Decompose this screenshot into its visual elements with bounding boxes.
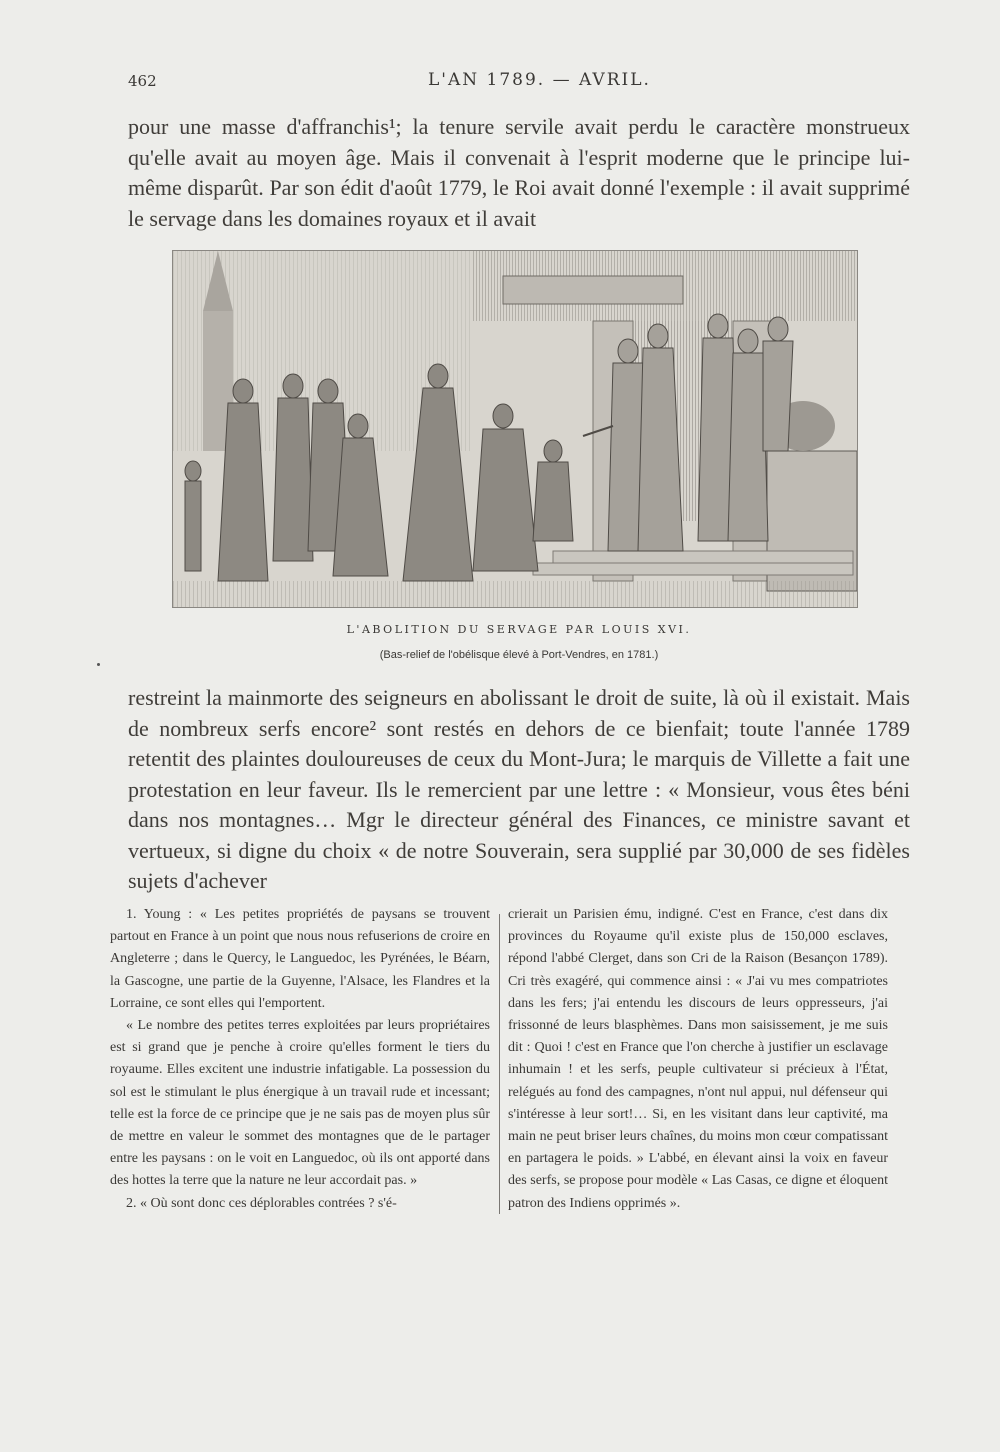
footnote-2: 2. « Où sont donc ces déplorables contrées ? s'é- xyxy=(126,1195,397,1211)
paragraph-text: restreint la mainmorte des seigneurs en abolissant le droit de suite, là où il existait. Mais de nombreux serfs encore² sont restés en dehors de ce bienfait; toute l'année 1789 retentit des plaintes douloureuses de ceux du Mont-Jura; le marquis de Villette a fait une protestation en leur faveur. Ils le remercient par une lettre : « Monsieur, vous êtes béni dans nos montagnes… Mgr le directeur général des Finances, ce ministre savant et vertueux, si digne du choix « de notre Souverain, sera supplié par 30,000 de ses fidèles sujets d'achever xyxy=(128,685,910,893)
footnote-1: 1. Young : « Les petites propriétés de paysans se trouvent partout en France à un point que nous nous refuserions de croire en Angleterre ; dans le Quercy, le Languedoc, les Pyrénées, le Béarn, la Gascogne, une partie de la Guyenne, l'Alsace, les Flandres et la Lorraine, ce sont elles qui l'emportent. xyxy=(110,907,490,1011)
engraving-illustration xyxy=(172,250,858,608)
footnote-2-continued: crierait un Parisien ému, indigné. C'est en France, c'est dans dix provinces du Royaume qu'il existe plus de 150,000 esclaves, répond l'abbé Clerget, dans son Cri de la Raison (Besançon 1789). Cri très exagéré, qui commence ainsi : « J'ai vu mes compatriotes dans les fers; j'ai entendu les discours de leurs oppresseurs, j'ai frissonné de leurs blasphèmes. Dans mon saisissement, je me suis dit : Quoi ! c'est en France que l'on cherche à justifier un esclavage inhumain ! et les serfs, peuple cultivateur si précieux à l'État, relégués au fond des campagnes, n'ont nul appui, nul défenseur qui s'intéresse à leur sort!… Si, en les visitant dans leur captivité, ma main ne peut briser leurs chaînes, du moins mon cœur compatissant en partagera le poids. » L'abbé, en élevant ainsi la voix en faveur des serfs, se propose pour modèle « Las Casas, ce digne et éloquent patron des Indiens opprimés ». xyxy=(508,907,888,1211)
ink-speck xyxy=(97,663,100,666)
paragraph-text: pour une masse d'affranchis¹; la tenure servile avait perdu le caractère monstrueux qu'elle avait au moyen âge. Mais il convenait à l'esprit moderne que le principe lui-même disparût. Par son édit d'août 1779, le Roi avait donné l'exemple : il avait supprimé le servage dans les domaines royaux et il avait xyxy=(128,114,910,231)
page-header xyxy=(128,72,910,102)
figure-caption-subtitle: (Bas-relief de l'obélisque élevé à Port-Vendres, en 1781.) xyxy=(379,649,659,661)
column-divider xyxy=(499,914,500,1214)
footnotes-right-column xyxy=(508,904,888,1215)
footnotes xyxy=(110,904,910,1304)
figure-caption-title: L'ABOLITION DU SERVAGE PAR LOUIS XVI. xyxy=(346,623,692,636)
body-paragraph-top xyxy=(128,112,910,234)
page-number: 462 xyxy=(128,72,157,90)
engraving-drawing xyxy=(173,251,857,607)
body-paragraph-main xyxy=(128,683,910,897)
running-title: L'AN 1789. — AVRIL. xyxy=(428,70,651,90)
footnotes-left-column xyxy=(110,904,490,1215)
footnote-1-continued: « Le nombre des petites terres exploitées par leurs propriétaires est si grand que je penche à croire qu'elles forment le tiers du royaume. Elles excitent une industrie infatigable. La possession du sol est le stimulant le plus énergique à un travail rude et incessant; telle est la force de ce principe que je ne sais pas de moyen plus sûr de mettre en valeur le sommet des montagnes que de le partager entre les paysans : on le voit en Languedoc, où ils ont apporté dans des hottes la terre que la nature ne leur accordait pas. » xyxy=(110,1018,490,1189)
